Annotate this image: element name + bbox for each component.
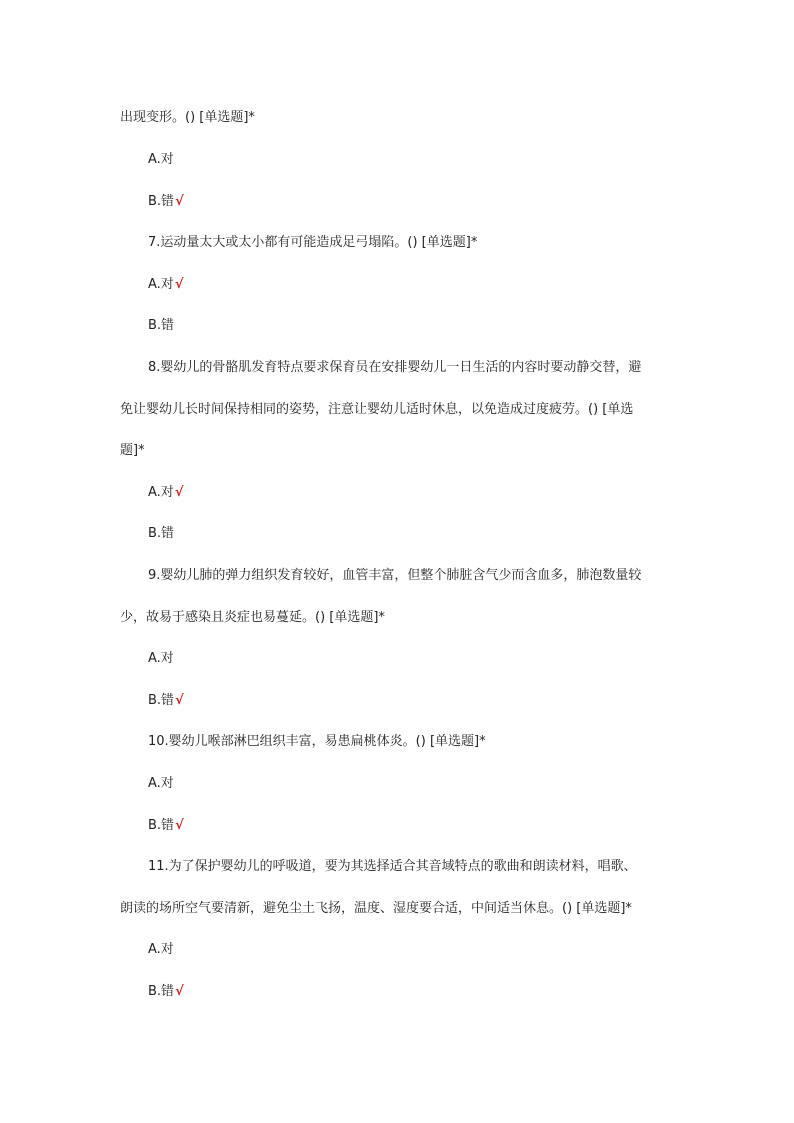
option-label: A.对 — [148, 485, 174, 500]
option-label: B.错 — [148, 984, 175, 999]
option-label: B.错 — [148, 194, 175, 209]
option-label: B.错 — [148, 818, 175, 833]
option-label: B.错 — [148, 318, 175, 333]
check-mark-icon: √ — [174, 485, 184, 500]
option-a — [148, 942, 175, 958]
option-a — [148, 277, 183, 293]
question-text: 出现变形。() [单选题]* — [120, 110, 255, 125]
question-text: 少，故易于感染且炎症也易蔓延。() [单选题]* — [120, 610, 385, 625]
option-label: B.错 — [148, 693, 175, 708]
question-text: 9.婴幼儿肺的弹力组织发育较好，血管丰富，但整个肺脏含气少而含血多，肺泡数量较 — [148, 568, 642, 583]
question-text: 朗读的场所空气要清新，避免尘土飞扬，温度、湿度要合适，中间适当休息。() [单选题]* — [120, 901, 632, 916]
option-a — [148, 776, 175, 792]
question-text: 题]* — [120, 443, 145, 458]
check-mark-icon: √ — [175, 984, 184, 999]
option-b — [148, 318, 175, 334]
question-text: 10.婴幼儿喉部淋巴组织丰富，易患扁桃体炎。() [单选题]* — [148, 734, 486, 749]
question-text: 免让婴幼儿长时间保持相同的姿势，注意让婴幼儿适时休息，以免造成过度疲劳。() [单选 — [120, 402, 634, 417]
option-label: A.对 — [148, 651, 174, 666]
option-b — [148, 526, 175, 542]
option-label: A.对 — [148, 152, 174, 167]
option-a — [148, 651, 175, 667]
check-mark-icon: √ — [175, 194, 184, 209]
option-b — [148, 693, 184, 709]
check-mark-icon: √ — [175, 693, 184, 708]
question-text: 7.运动量太大或太小都有可能造成足弓塌陷。() [单选题]* — [148, 235, 478, 250]
option-a — [148, 152, 175, 168]
option-label: A.对 — [148, 942, 174, 957]
question-text: 11.为了保护婴幼儿的呼吸道，要为其选择适合其音域特点的歌曲和朗读材料，唱歌、 — [148, 859, 637, 874]
option-label: A.对 — [148, 776, 174, 791]
option-b — [148, 194, 184, 210]
option-b — [148, 818, 184, 834]
option-a — [148, 485, 183, 501]
question-text: 8.婴幼儿的骨骼肌发育特点要求保育员在安排婴幼儿一日生活的内容时要动静交替，避 — [148, 360, 642, 375]
check-mark-icon: √ — [174, 277, 184, 292]
check-mark-icon: √ — [175, 818, 184, 833]
option-label: A.对 — [148, 277, 174, 292]
option-label: B.错 — [148, 526, 175, 541]
option-b — [148, 984, 184, 1000]
